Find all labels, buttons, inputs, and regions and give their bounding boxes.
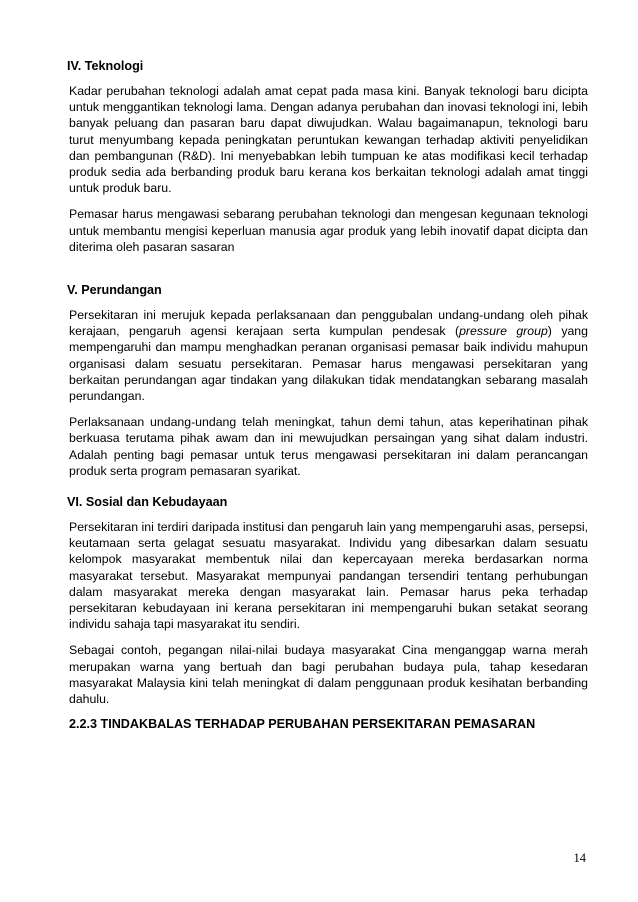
subsection-heading: 2.2.3 TINDAKBALAS TERHADAP PERUBAHAN PERSEKITARAN PEMASARAN (69, 717, 536, 732)
paragraph-perundangan-1 (69, 307, 588, 404)
section-heading-sosial: VI. Sosial dan Kebudayaan (67, 495, 228, 510)
page-number: 14 (573, 851, 586, 865)
italic-term: pressure group (459, 324, 548, 339)
paragraph-sosial-1: Persekitaran ini terdiri daripada institusi dan pengaruh lain yang mempengaruhi asas, persepsi, keutamaan serta gelagat sesuatu masyarakat. Individu yang dibesarkan dalam sesuatu kelompok masyarakat membentuk nilai dan kepercayaan mereka berdasarkan norma masyarakat tersebut. Masyarakat mempunyai pandangan tersendiri tentang perhubungan dalam masyarakat mereka dengan masyarakat lain. Pemasar harus peka terhadap persekitaran kebudayaan ini kerana persekitaran ini mempengaruhi bukan setakat seorang individu sahaja tapi masyarakat itu sendiri. (69, 520, 588, 632)
paragraph-teknologi-2: Pemasar harus mengawasi sebarang perubahan teknologi dan mengesan kegunaan teknologi untuk membantu mengisi keperluan manusia agar produk yang lebih inovatif dapat dicipta dan diterima oleh pasaran sasaran (69, 207, 588, 254)
paragraph-perundangan-2: Perlaksanaan undang-undang telah meningkat, tahun demi tahun, atas keperihatinan pihak berkuasa terutama pihak awam dan ini mewujudkan persaingan yang sihat dalam industri. Adalah penting bagi pemasar untuk terus mengawasi persekitaran ini dalam perancangan produk serta program pemasaran syarikat. (69, 415, 588, 478)
paragraph-sosial-2: Sebagai contoh, pegangan nilai-nilai budaya masyarakat Cina menganggap warna merah merupakan warna yang bertuah dan bagi perubahan budaya pula, tahap kesedaran masyarakat Malaysia kini telah meningkat di dalam penggunaan produk kesihatan berbanding dahulu. (69, 643, 588, 707)
paragraph-text: ) yang mempengaruhi dan mampu menghadkan peranan organisasi pemasar baik individu mahupun organisasi dalam sesuatu persekitaran. Pemasar harus mengawasi persekitaran yang berkaitan perundangan agar tindakan yang dilakukan tidak mendatangkan sebarang masalah perundangan. (69, 324, 588, 404)
paragraph-teknologi-1: Kadar perubahan teknologi adalah amat cepat pada masa kini. Banyak teknologi baru dicipta untuk menggantikan teknologi lama. Dengan adanya perubahan dan inovasi teknologi ini, lebih banyak peluang dan pasaran baru dapat diwujudkan. Walau bagaimanapun, teknologi baru turut menyumbang kepada peningkatan peruntukan kewangan terhadap aktiviti penyelidikan dan pembangunan (R&D). Ini menyebabkan lebih tumpuan ke atas modifikasi kecil terhadap produk sedia ada berbanding produk baru kerana kos berkaitan teknologi adalah amat tinggi untuk produk baru. (69, 84, 588, 196)
section-heading-perundangan: V. Perundangan (67, 283, 162, 298)
paragraph-text: Persekitaran ini merujuk kepada perlaksanaan dan penggubalan undang-undang oleh pihak kerajaan, pengaruh agensi kerajaan serta kumpulan pendesak ( (69, 308, 588, 339)
section-heading-teknologi: IV. Teknologi (67, 59, 144, 73)
